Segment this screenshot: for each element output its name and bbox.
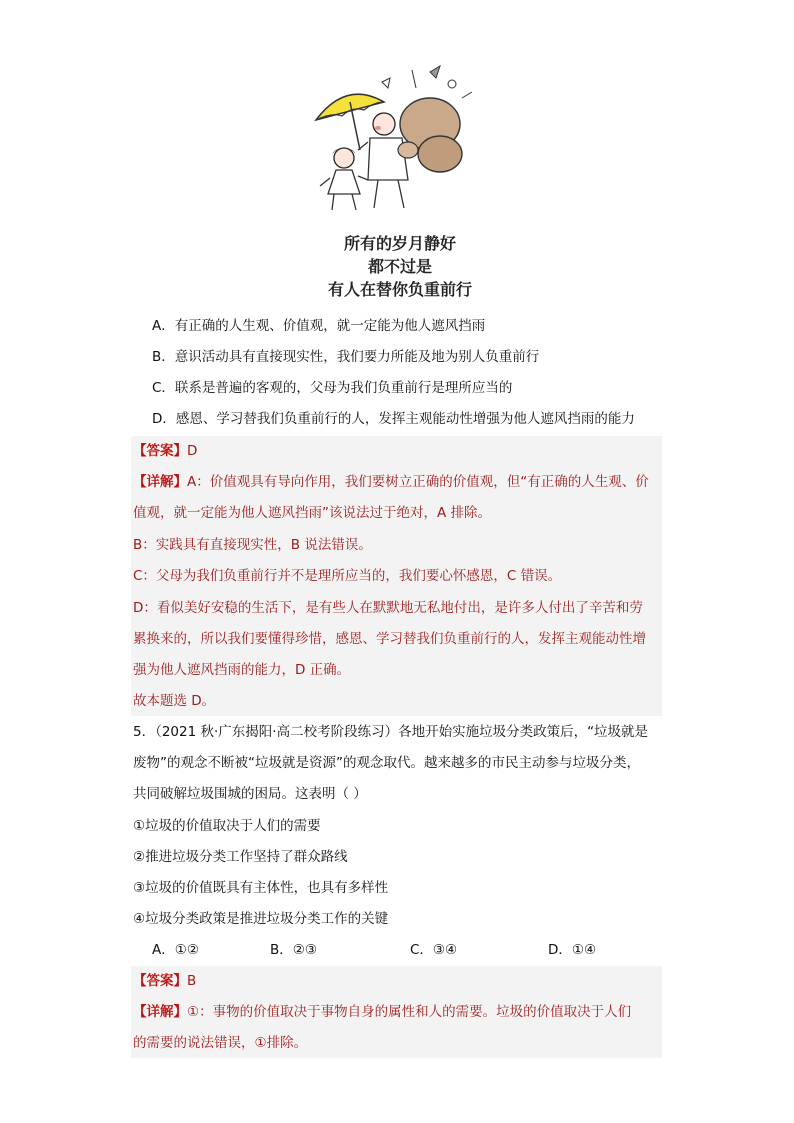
- q4-detail-line-6: 累换来的，所以我们要懂得珍惜，感恩、学习替我们负重前行的人，发挥主观能动性增: [133, 631, 646, 647]
- illustration-caption: [300, 232, 500, 301]
- q4-answer: [133, 441, 197, 461]
- detail-tag: 【详解】: [133, 1004, 187, 1020]
- q5-detail-line-2: 的需要的说法错误，①排除。: [133, 1035, 308, 1051]
- answer-tag: 【答案】: [133, 443, 187, 459]
- q4-option-c: C．联系是普遍的客观的，父母为我们负重前行是理所应当的: [152, 380, 513, 396]
- detail-text: A：价值观具有导向作用，我们要树立正确的价值观，但“有正确的人生观、价: [187, 474, 649, 490]
- q5-statement-1: ①垃圾的价值取决于人们的需要: [133, 818, 321, 834]
- detail-tag: 【详解】: [133, 474, 187, 490]
- q4-option-a: A．有正确的人生观、价值观，就一定能为他人遮风挡雨: [152, 318, 486, 334]
- q4-option-d: D．感恩、学习替我们负重前行的人，发挥主观能动性增强为他人遮风挡雨的能力: [152, 411, 635, 427]
- q5-detail-line-1: [133, 1002, 631, 1022]
- q5-choices: [152, 940, 652, 960]
- answer-value: B: [187, 973, 197, 989]
- q5-choice-d: D．①④: [548, 942, 597, 958]
- q4-detail-line-7: 强为他人遮风挡雨的能力，D 正确。: [133, 662, 351, 678]
- q4-detail-line-5: D：看似美好安稳的生活下，是有些人在默默地无私地付出，是许多人付出了辛苦和劳: [133, 600, 643, 616]
- q4-detail-line-2: 值观，就一定能为他人遮风挡雨”该说法过于绝对，A 排除。: [133, 505, 492, 521]
- q5-stem-line-2: 废物”的观念不断被“垃圾就是资源”的观念取代。越来越多的市民主动参与垃圾分类，: [133, 755, 640, 771]
- q5-stem-line-1: 5．（2021 秋·广东揭阳·高二校考阶段练习）各地开始实施垃圾分类政策后，“垃圾就是: [133, 724, 649, 740]
- q5-statement-2: ②推进垃圾分类工作坚持了群众路线: [133, 849, 348, 865]
- q4-detail-line-8: 故本题选 D。: [133, 693, 216, 709]
- q4-detail-line-3: B：实践具有直接现实性，B 说法错误。: [133, 537, 372, 553]
- illustration-drawing: [312, 62, 484, 222]
- answer-value: D: [187, 443, 198, 459]
- caption-line: 都不过是: [367, 257, 432, 276]
- q5-choice-c: C．③④: [410, 942, 458, 958]
- q5-choice-a: A．①②: [152, 942, 199, 958]
- umbrella-parent-child-illustration: [312, 62, 484, 222]
- detail-text: ①：事物的价值取决于事物自身的属性和人的需要。垃圾的价值取决于人们: [187, 1004, 632, 1020]
- answer-tag: 【答案】: [133, 973, 187, 989]
- caption-line: 有人在替你负重前行: [327, 280, 472, 299]
- q4-option-b: B．意识活动具有直接现实性，我们要力所能及地为别人负重前行: [152, 349, 540, 365]
- caption-line: 所有的岁月静好: [343, 234, 456, 253]
- q4-detail-line-4: C：父母为我们负重前行并不是理所应当的，我们要心怀感恩，C 错误。: [133, 568, 562, 584]
- q5-stem-line-3: 共同破解垃圾围城的困局。这表明（ ）: [133, 786, 367, 802]
- q5-statement-3: ③垃圾的价值既具有主体性，也具有多样性: [133, 880, 389, 896]
- q5-choice-b: B．②③: [270, 942, 317, 958]
- q5-answer: [133, 971, 196, 991]
- q5-statement-4: ④垃圾分类政策是推进垃圾分类工作的关键: [133, 911, 389, 927]
- q4-detail-line-1: [133, 472, 649, 492]
